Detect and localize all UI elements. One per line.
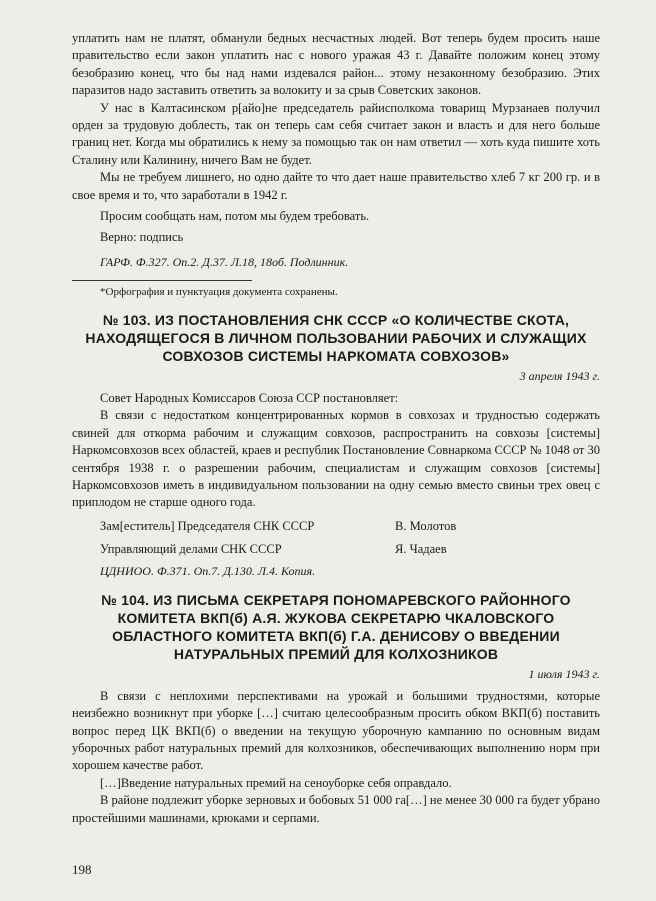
document-date: 3 апреля 1943 г. [519,368,600,383]
paragraph: У нас в Калтасинском р[айо]не председатель райисполкома товарищ Мурзанаев получил орден за трудовую доблесть, так он теперь сам себя считает закон и власть и для него больше границ нет. Когда мы обратились к нему за помощью так он нам ответил — хоть куда пишите хоть Сталину или Калинину, ничего Вам не будет. [72,100,600,167]
signatory-role: Зам[еститель] Председателя СНК СССР [100,518,315,533]
document-title: № 104. ИЗ ПИСЬМА СЕКРЕТАРЯ ПОНОМАРЕВСКОГО РАЙОННОГО КОМИТЕТА ВКП(б) А.Я. ЖУКОВА СЕКРЕТАРЮ ЧКАЛОВСКОГО ОБЛАСТНОГО КОМИТЕТА ВКП(б) Г.А. ДЕНИСОВУ О ВВЕДЕНИИ НАТУРАЛЬНЫХ ПРЕМИЙ ДЛЯ КОЛХОЗНИКОВ [101,591,571,662]
paragraph: Совет Народных Комиссаров Союза ССР постановляет: [100,390,399,405]
signatory-role: Управляющий делами СНК СССР [100,541,282,556]
document-104 [72,591,600,827]
document-103 [72,311,600,579]
paragraph: Просим сообщать нам, потом мы будем требовать. [100,209,370,224]
paragraph: […]Введение натуральных премий на сеноуборке себя оправдало. [100,775,452,790]
paragraph: Мы не требуем лишнего, но одно дайте то что дает наше правительство хлеб 7 кг 200 гр. и в свое время и то, что заработали в 1942 г. [72,170,600,202]
paragraph: уплатить нам не платят, обманули бедных несчастных людей. Вот теперь будем просить наше правительство если закон уплатить нас с нового уражая 43 г. Давайте положим конец этому безобразию конец, что бы над нами издевался район... этому незаконному безобразию. Этих паразитов надо заставить ответить за волокиту и за срыв Советских законов. [72,31,600,98]
page-number: 198 [72,862,92,877]
document-title: № 103. ИЗ ПОСТАНОВЛЕНИЯ СНК СССР «О КОЛИЧЕСТВЕ СКОТА, НАХОДЯЩЕГОСЯ В ЛИЧНОМ ПОЛЬЗОВАНИИ РАБОЧИХ И СЛУЖАЩИХ СОВХОЗОВ СИСТЕМЫ НАРКОМАТА СОВХОЗОВ» [85,311,587,364]
paragraph: В связи с недостатком концентрированных кормов в совхозах и трудностью содержать свиней для откорма рабочим и служащим совхозов, распространить на совхозы [системы] Наркомсовхозов всех областей, краев и республик Постановление Совнаркома СССР № 1048 от 30 сентября 1938 г. о разрешении рабочим, специалистам и служащим совхозов [системы] Наркомсовхозов иметь в индивидуальном пользовании на одну семью вместо свиньи трех овец с приплодом не старше одного года. [72,408,600,510]
archive-reference: ГАРФ. Ф.327. Оп.2. Д.37. Л.18, 18об. Подлинник. [100,254,349,269]
verification-line: Верно: подпись [100,230,184,245]
archive-reference: ЦДНИОО. Ф.371. Оп.7. Д.130. Л.4. Копия. [100,563,316,578]
paragraph: В связи с неплохими перспективами на урожай и большими трудностями, которые неизбежно возникнут при уборке […] считаю целесообразным просить обком ВКП(б) поставить вопрос перед ЦК ВКП(б) о введении на текущую уборочную кампанию по основным видам уборочных работ натуральных премий для колхозников, обеспечивающих выполнению норм при хорошем качестве работ. [72,688,600,773]
signatory-name: В. Молотов [395,518,457,533]
footnote-divider [72,280,252,281]
signature-row [72,541,600,558]
document-date: 1 июля 1943 г. [528,666,600,681]
paragraph: В районе подлежит уборке зерновых и бобовых 51 000 га[…] не менее 30 000 га будет убрано простейшими машинами, крюками и серпами. [72,793,600,825]
letter-continuation [72,30,600,299]
signatory-name: Я. Чадаев [395,541,447,556]
footnote: *Орфография и пунктуация документа сохранены. [100,285,338,298]
signature-row [72,518,600,535]
